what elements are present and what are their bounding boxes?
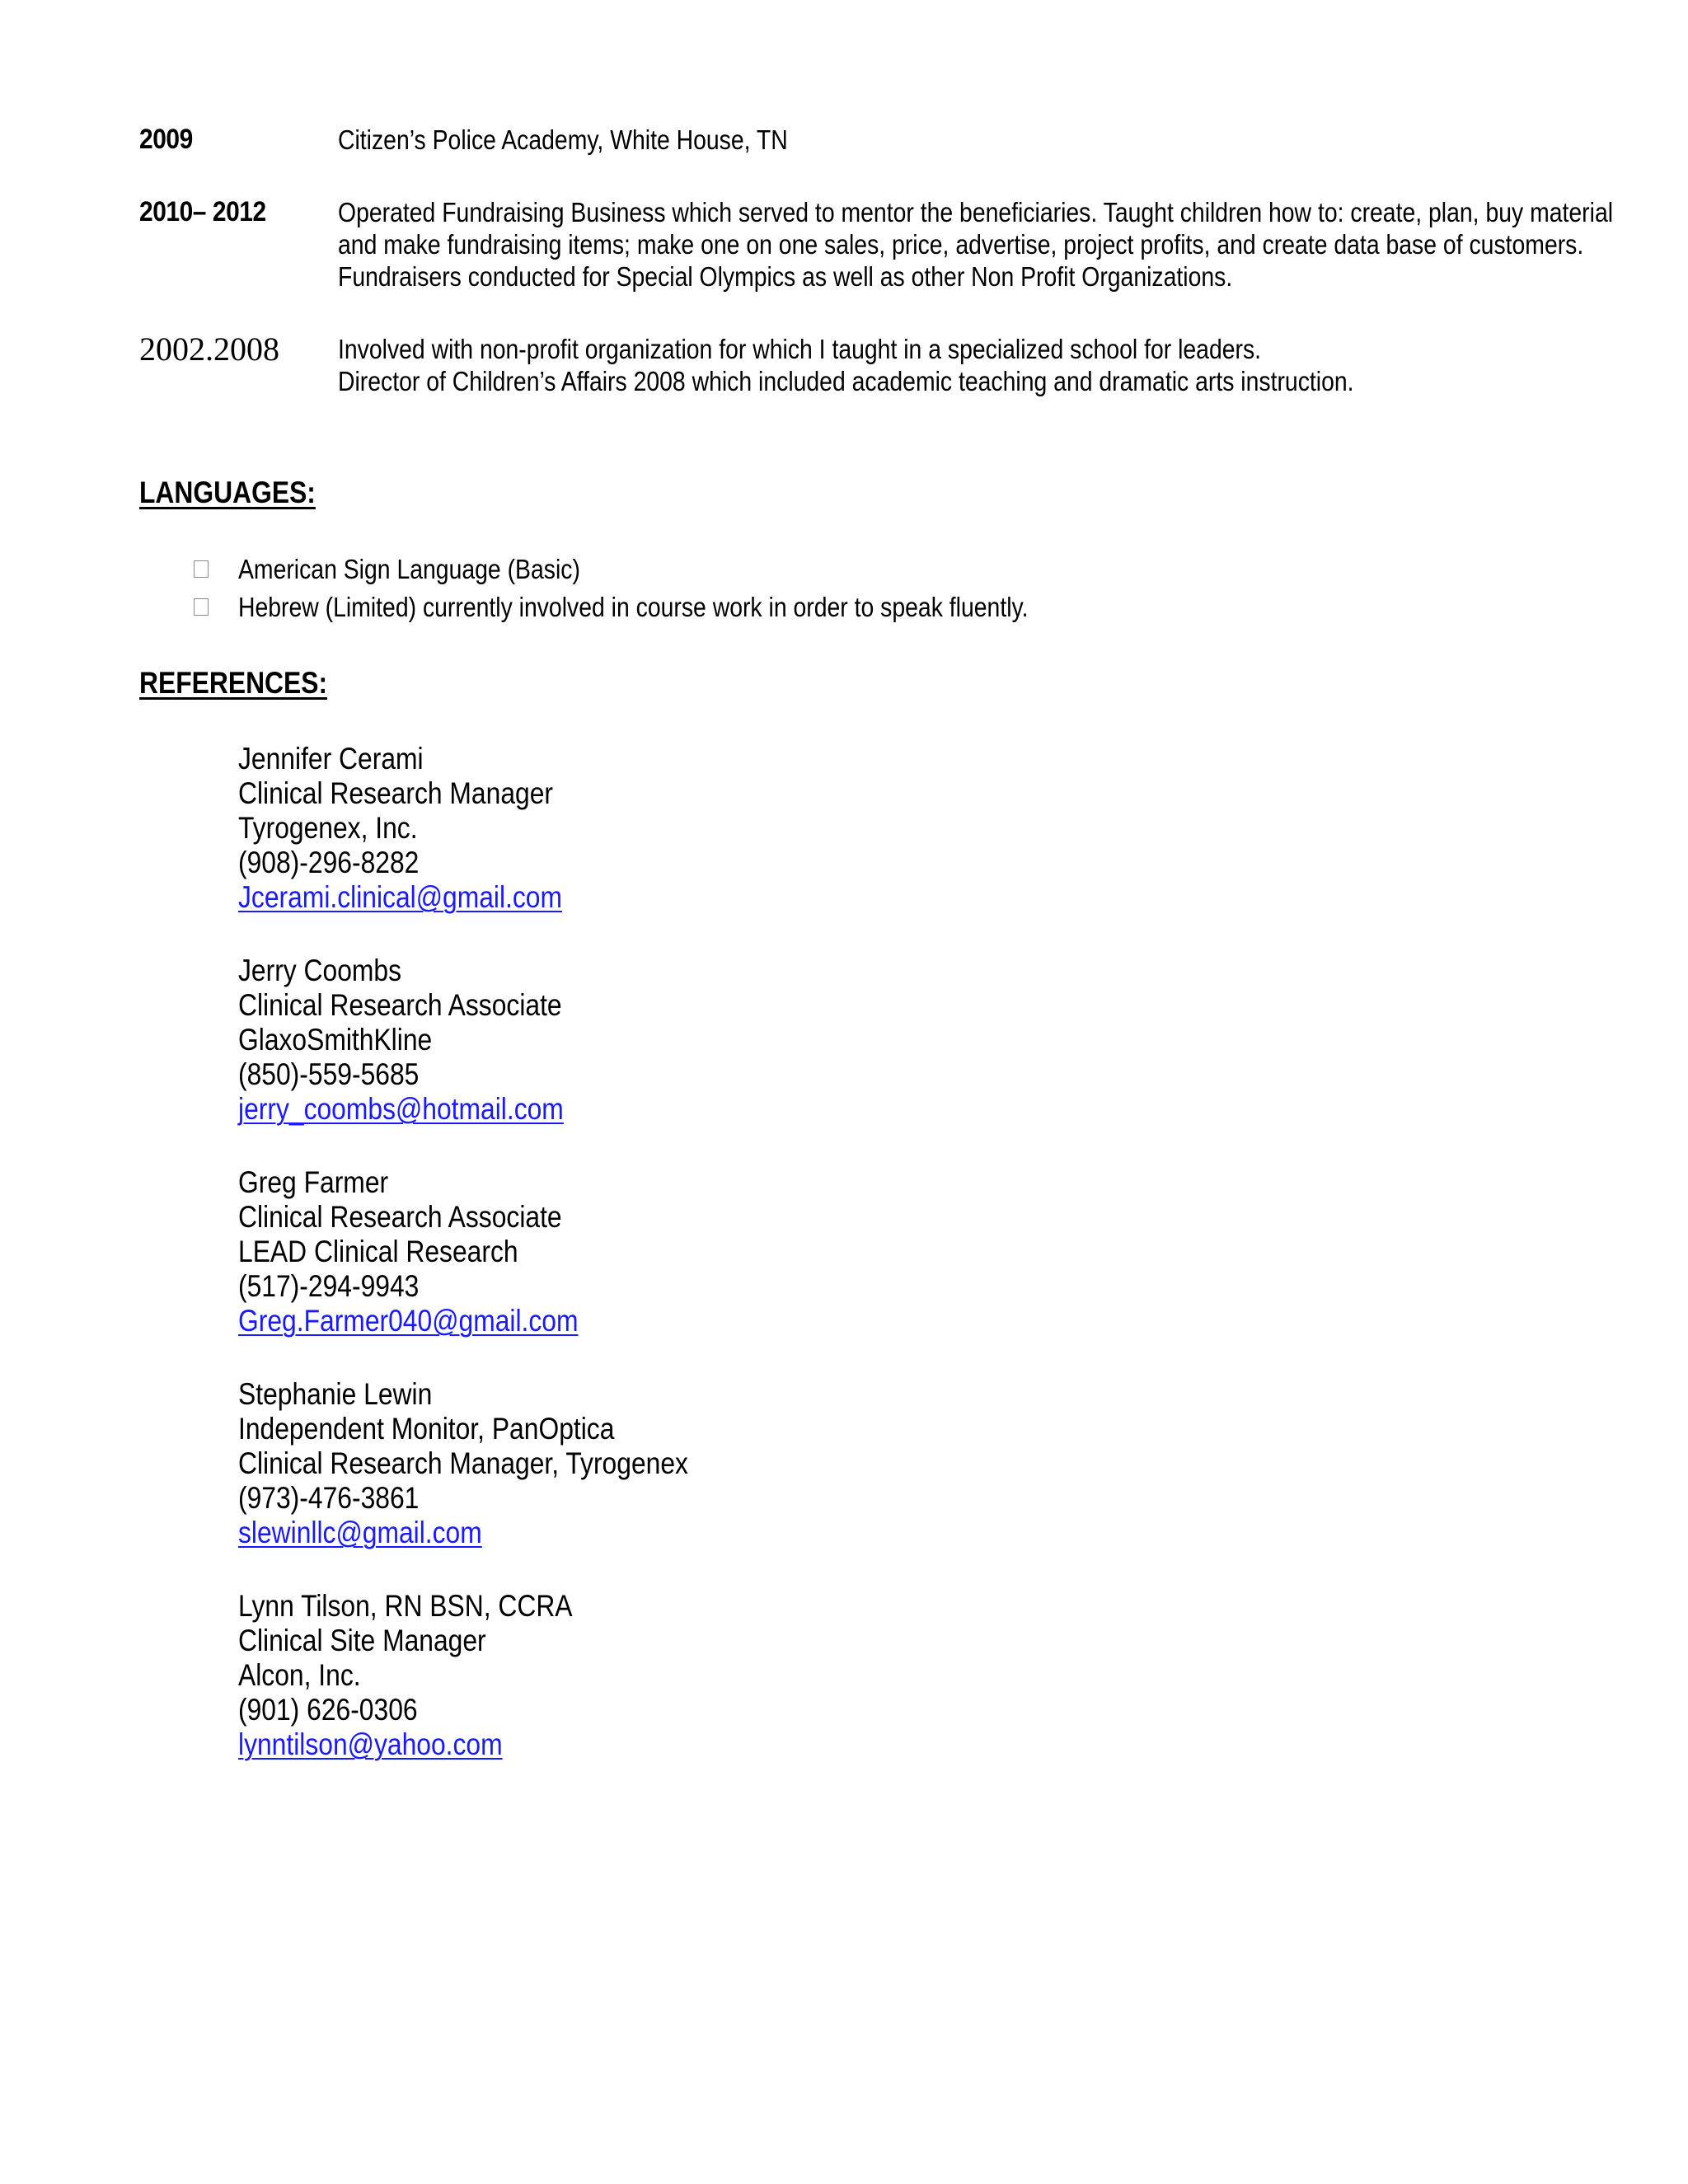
reference-entry	[238, 1589, 627, 1762]
reference-email-link[interactable]: Greg.Farmer040@gmail.com	[238, 1304, 579, 1338]
bullet-box-icon	[194, 560, 209, 578]
reference-email-link[interactable]: lynntilson@yahoo.com	[238, 1727, 503, 1761]
activity-line: Director of Children’s Affairs 2008 which included academic teaching and dramatic arts instruction.	[338, 366, 1354, 396]
activity-description	[338, 196, 1648, 293]
reference-email-link[interactable]: jerry_coombs@hotmail.com	[238, 1092, 564, 1126]
activity-line: Operated Fundraising Business which served to mentor the beneficiaries. Taught children how to: create, plan, buy material	[338, 197, 1614, 227]
bullet-box-icon	[194, 598, 209, 616]
reference-entry	[238, 954, 617, 1127]
activity-year: 2010– 2012	[139, 196, 266, 227]
activity-line: Involved with non-profit organization for which I taught in a specialized school for leaders.	[338, 334, 1262, 364]
reference-company: Tyrogenex, Inc.	[238, 811, 418, 845]
activity-year: 2002.2008	[139, 330, 279, 368]
activity-line: and make fundraising items; make one on one sales, price, advertise, project profits, and create data base of customers.	[338, 229, 1584, 260]
reference-name: Stephanie Lewin	[238, 1377, 433, 1411]
reference-company: LEAD Clinical Research	[238, 1235, 518, 1268]
references-heading: REFERENCES:	[139, 666, 328, 700]
reference-title: Independent Monitor, PanOptica	[238, 1412, 615, 1446]
reference-title: Clinical Research Associate	[238, 1200, 562, 1234]
reference-name: Greg Farmer	[238, 1165, 389, 1199]
reference-company: Clinical Research Manager, Tyrogenex	[238, 1446, 688, 1480]
reference-phone: (973)-476-3861	[238, 1481, 420, 1515]
activity-line: Citizen’s Police Academy, White House, TN	[338, 124, 788, 155]
reference-title: Clinical Research Associate	[238, 988, 562, 1022]
activity-description	[338, 124, 1648, 156]
reference-company: GlaxoSmithKline	[238, 1023, 433, 1057]
reference-phone: (517)-294-9943	[238, 1269, 420, 1303]
reference-email-link[interactable]: Jcerami.clinical@gmail.com	[238, 880, 563, 914]
languages-heading: LANGUAGES:	[139, 476, 316, 509]
reference-phone: (850)-559-5685	[238, 1057, 420, 1091]
language-label: American Sign Language (Basic)	[238, 554, 580, 584]
reference-email-link[interactable]: slewinllc@gmail.com	[238, 1516, 482, 1549]
language-label: Hebrew (Limited) currently involved in course work in order to speak fluently.	[238, 592, 1029, 622]
reference-title: Clinical Site Manager	[238, 1624, 486, 1657]
reference-company: Alcon, Inc.	[238, 1658, 361, 1692]
reference-entry	[238, 742, 615, 915]
reference-title: Clinical Research Manager	[238, 776, 554, 810]
reference-name: Jerry Coombs	[238, 954, 402, 987]
reference-name: Jennifer Cerami	[238, 742, 424, 776]
reference-entry	[238, 1377, 762, 1550]
activity-description	[338, 333, 1648, 397]
reference-phone: (908)-296-8282	[238, 846, 420, 879]
activity-line: Fundraisers conducted for Special Olympics as well as other Non Profit Organizations.	[338, 261, 1233, 292]
reference-name: Lynn Tilson, RN BSN, CCRA	[238, 1589, 573, 1623]
activity-year: 2009	[139, 124, 193, 155]
reference-entry	[238, 1165, 634, 1338]
reference-phone: (901) 626-0306	[238, 1693, 418, 1727]
